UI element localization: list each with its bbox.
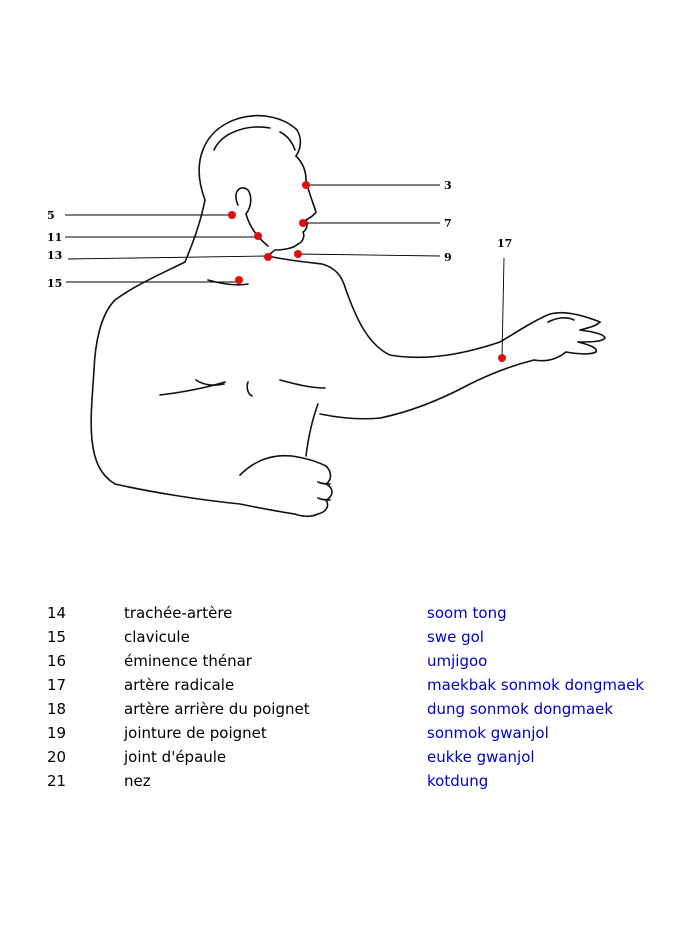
legend-row (0, 601, 684, 625)
legend-number: 16 (47, 652, 67, 670)
legend-number: 15 (47, 628, 67, 646)
legend-french-term: joint d'épaule (124, 748, 227, 766)
legend-row (0, 649, 684, 673)
legend-number: 14 (47, 604, 67, 622)
torso-outline (91, 116, 605, 517)
legend-french-term: jointure de poignet (124, 724, 267, 742)
legend-number: 18 (47, 700, 67, 718)
callout-13: 13 (47, 249, 63, 262)
legend-korean-term: maekbak sonmok dongmaek (427, 676, 645, 694)
callout-7: 7 (444, 217, 452, 230)
point-9 (294, 250, 302, 258)
point-3 (302, 181, 310, 189)
point-13 (264, 253, 272, 261)
point-17 (498, 354, 506, 362)
callout-17: 17 (497, 237, 513, 250)
legend-number: 19 (47, 724, 67, 742)
legend-row (0, 745, 684, 769)
callout-labels (47, 179, 512, 290)
legend-french-term: clavicule (124, 628, 190, 646)
point-5 (228, 211, 236, 219)
legend-french-term: artère arrière du poignet (124, 700, 310, 718)
legend-row (0, 721, 684, 745)
legend-french-term: nez (124, 772, 151, 790)
legend-korean-term: eukke gwanjol (427, 748, 535, 766)
legend-korean-term: kotdung (427, 772, 489, 790)
legend-row (0, 769, 684, 793)
point-11 (254, 232, 262, 240)
callout-11: 11 (47, 231, 63, 244)
legend-number: 17 (47, 676, 67, 694)
legend-number: 20 (47, 748, 67, 766)
legend-korean-term: swe gol (427, 628, 484, 646)
callout-15: 15 (47, 277, 63, 290)
legend-row (0, 697, 684, 721)
legend-french-term: artère radicale (124, 676, 235, 694)
callout-5: 5 (47, 209, 55, 222)
legend-row (0, 673, 684, 697)
callout-9: 9 (444, 251, 452, 264)
callout-3: 3 (444, 179, 452, 192)
legend-korean-term: umjigoo (427, 652, 488, 670)
point-7 (299, 219, 307, 227)
legend-number: 21 (47, 772, 67, 790)
legend-french-term: éminence thénar (124, 652, 252, 670)
legend-korean-term: soom tong (427, 604, 507, 622)
legend-korean-term: dung sonmok dongmaek (427, 700, 614, 718)
point-15 (235, 276, 243, 284)
leader-lines (65, 185, 504, 358)
legend-row (0, 625, 684, 649)
legend-korean-term: sonmok gwanjol (427, 724, 549, 742)
legend-french-term: trachée-artère (124, 604, 233, 622)
